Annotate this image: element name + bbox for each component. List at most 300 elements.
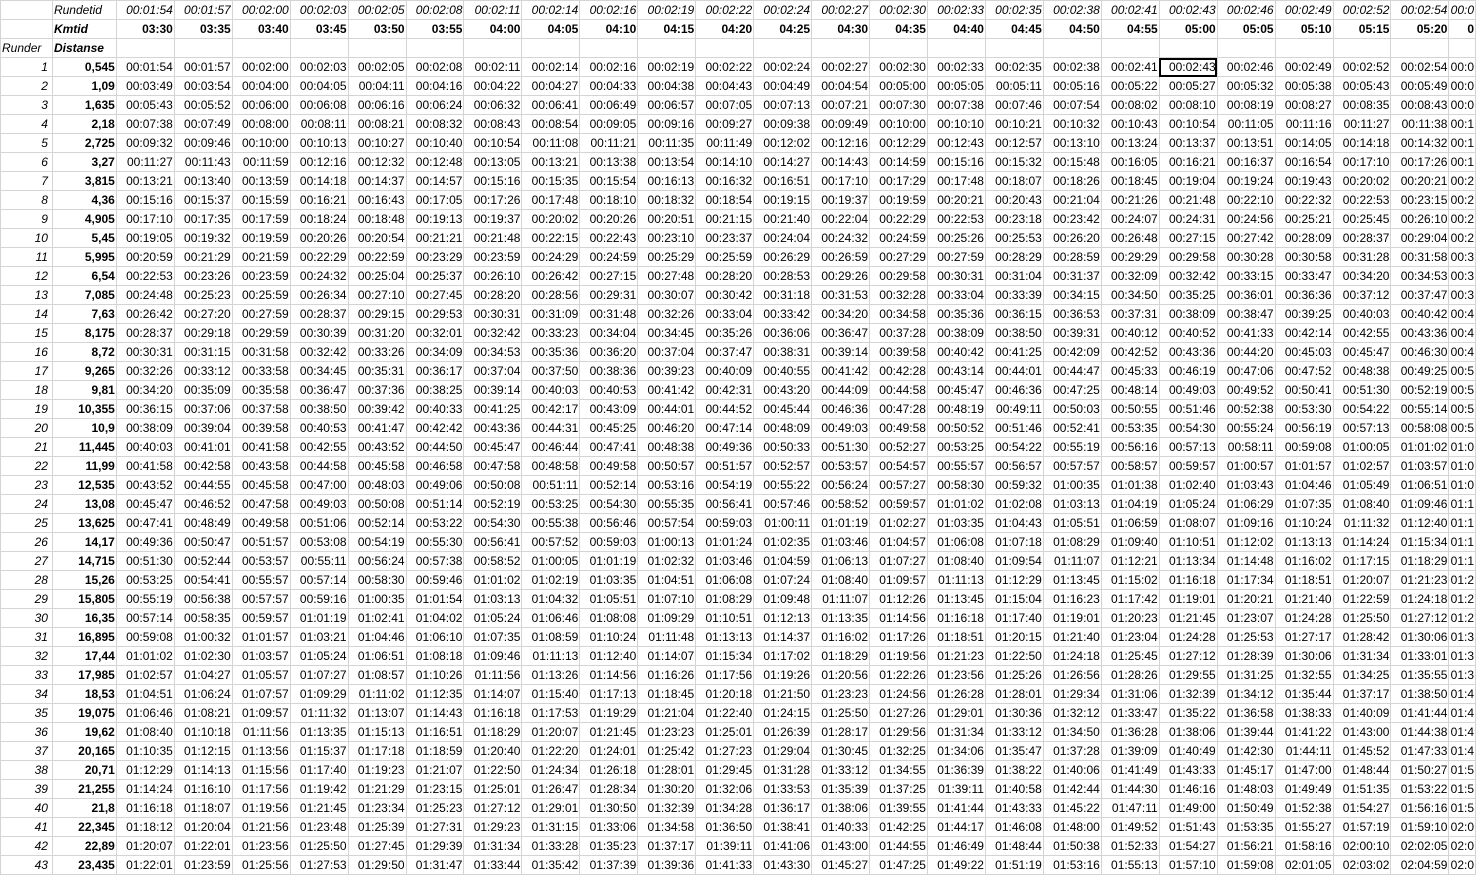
round-number-cell[interactable]: 26	[1, 533, 53, 552]
time-cell[interactable]: 01:12:21	[1101, 552, 1159, 571]
time-cell[interactable]: 01:16:26	[638, 666, 696, 685]
time-cell[interactable]: 00:21:48	[464, 229, 522, 248]
time-cell[interactable]: 01:20:56	[812, 666, 870, 685]
time-cell[interactable]: 00:11:08	[522, 134, 580, 153]
time-cell[interactable]: 00:57:38	[406, 552, 464, 571]
time-cell[interactable]: 00:45:47	[927, 381, 985, 400]
time-cell[interactable]: 00:45:58	[348, 457, 406, 476]
time-cell[interactable]: 00:05:38	[1275, 77, 1333, 96]
time-cell[interactable]: 01:00:11	[754, 514, 812, 533]
time-cell[interactable]: 00:12:16	[290, 153, 348, 172]
time-cell[interactable]: 01:12:40	[1391, 514, 1449, 533]
time-cell[interactable]: 00:58:08	[1391, 419, 1449, 438]
time-cell[interactable]: 01:11:02	[348, 685, 406, 704]
time-cell[interactable]: 01:27:23	[696, 742, 754, 761]
time-cell[interactable]: 01:37:39	[580, 856, 638, 875]
time-cell[interactable]: 01:52:33	[1101, 837, 1159, 856]
time-cell[interactable]: 01:25:45	[1101, 647, 1159, 666]
distance-cell[interactable]: 0,545	[52, 58, 116, 77]
time-cell[interactable]: 01:00:32	[174, 628, 232, 647]
time-cell[interactable]: 00:40:03	[116, 438, 174, 457]
time-cell[interactable]: 01:21:40	[1043, 628, 1101, 647]
time-cell[interactable]: 00:11:35	[638, 134, 696, 153]
time-cell[interactable]: 00:37:12	[1333, 286, 1391, 305]
round-number-cell[interactable]: 43	[1, 856, 53, 875]
time-cell[interactable]: 00:23:29	[406, 248, 464, 267]
time-cell[interactable]: 01:35:23	[580, 837, 638, 856]
time-cell[interactable]: 00:26:59	[812, 248, 870, 267]
time-cell[interactable]: 01:45:27	[812, 856, 870, 875]
time-cell[interactable]: 00:15:32	[985, 153, 1043, 172]
time-cell[interactable]: 00:49:25	[1391, 362, 1449, 381]
time-cell[interactable]: 00:57:46	[754, 495, 812, 514]
round-number-cell[interactable]: 8	[1, 191, 53, 210]
time-cell[interactable]: 01:21:04	[638, 704, 696, 723]
time-cell[interactable]: 01:47:33	[1391, 742, 1449, 761]
time-cell[interactable]: 00:01:54	[116, 58, 174, 77]
time-cell[interactable]: 00:1	[1449, 115, 1476, 134]
time-cell[interactable]: 01:48:44	[985, 837, 1043, 856]
time-cell[interactable]: 01:31:34	[464, 837, 522, 856]
time-cell[interactable]: 01:40:49	[1159, 742, 1217, 761]
time-cell[interactable]: 01:1	[1449, 514, 1476, 533]
time-cell[interactable]: 00:19:59	[232, 229, 290, 248]
time-cell[interactable]: 01:26:28	[927, 685, 985, 704]
time-cell[interactable]: 01:22:20	[522, 742, 580, 761]
time-cell[interactable]: 00:14:05	[1275, 134, 1333, 153]
time-cell[interactable]: 00:09:49	[812, 115, 870, 134]
time-cell[interactable]: 01:16:02	[1275, 552, 1333, 571]
time-cell[interactable]: 00:13:38	[580, 153, 638, 172]
time-cell[interactable]: 01:28:01	[985, 685, 1043, 704]
time-cell[interactable]: 01:43:00	[1333, 723, 1391, 742]
time-cell[interactable]: 00:27:20	[174, 305, 232, 324]
time-cell[interactable]: 01:44:17	[927, 818, 985, 837]
time-cell[interactable]: 00:51:06	[290, 514, 348, 533]
time-cell[interactable]: 00:11:05	[1217, 115, 1275, 134]
time-cell[interactable]: 00:06:24	[406, 96, 464, 115]
time-cell[interactable]: 00:16:21	[1159, 153, 1217, 172]
time-cell[interactable]: 01:09:29	[638, 609, 696, 628]
round-number-cell[interactable]: 21	[1, 438, 53, 457]
time-cell[interactable]: 00:18:48	[348, 210, 406, 229]
time-cell[interactable]: 01:0	[1449, 476, 1476, 495]
time-cell[interactable]: 01:47:00	[1275, 761, 1333, 780]
time-cell[interactable]: 01:50:38	[1043, 837, 1101, 856]
time-cell[interactable]: 00:13:21	[522, 153, 580, 172]
time-cell[interactable]: 00:17:48	[522, 191, 580, 210]
time-cell[interactable]: 01:33:53	[754, 780, 812, 799]
time-cell[interactable]: 01:16:18	[464, 704, 522, 723]
time-cell[interactable]: 00:4	[1449, 305, 1476, 324]
time-cell[interactable]: 00:46:36	[812, 400, 870, 419]
time-cell[interactable]: 00:36:15	[985, 305, 1043, 324]
distance-cell[interactable]: 20,71	[52, 761, 116, 780]
time-cell[interactable]: 00:47:58	[464, 457, 522, 476]
time-cell[interactable]: 01:41:44	[927, 799, 985, 818]
time-cell[interactable]: 00:36:47	[290, 381, 348, 400]
time-cell[interactable]: 00:43:52	[348, 438, 406, 457]
time-cell[interactable]: 01:00:05	[522, 552, 580, 571]
time-cell[interactable]: 01:10:51	[696, 609, 754, 628]
time-cell[interactable]: 01:08:18	[406, 647, 464, 666]
time-cell[interactable]: 01:21:45	[290, 799, 348, 818]
distance-cell[interactable]: 15,805	[52, 590, 116, 609]
time-cell[interactable]: 00:10:27	[348, 134, 406, 153]
time-cell[interactable]: 01:41:06	[754, 837, 812, 856]
time-cell[interactable]: 00:06:49	[580, 96, 638, 115]
time-cell[interactable]: 00:18:45	[1101, 172, 1159, 191]
empty-cell[interactable]	[522, 39, 580, 58]
time-cell[interactable]: 01:20:15	[985, 628, 1043, 647]
kmtid-header-cell[interactable]: 04:40	[927, 20, 985, 39]
time-cell[interactable]: 01:28:34	[580, 780, 638, 799]
time-cell[interactable]: 00:08:10	[1159, 96, 1217, 115]
time-cell[interactable]: 00:56:41	[464, 533, 522, 552]
time-cell[interactable]: 00:47:00	[290, 476, 348, 495]
time-cell[interactable]: 00:46:58	[406, 457, 464, 476]
round-number-cell[interactable]: 32	[1, 647, 53, 666]
time-cell[interactable]: 01:24:18	[1391, 590, 1449, 609]
time-cell[interactable]: 00:0	[1449, 58, 1476, 77]
time-cell[interactable]: 01:06:24	[174, 685, 232, 704]
time-cell[interactable]: 00:19:15	[754, 191, 812, 210]
distance-cell[interactable]: 3,815	[52, 172, 116, 191]
time-cell[interactable]: 00:30:58	[1275, 248, 1333, 267]
time-cell[interactable]: 01:32:06	[696, 780, 754, 799]
time-cell[interactable]: 00:13:37	[1159, 134, 1217, 153]
time-cell[interactable]: 00:17:10	[1333, 153, 1391, 172]
time-cell[interactable]: 00:57:14	[290, 571, 348, 590]
time-cell[interactable]: 01:20:07	[1333, 571, 1391, 590]
time-cell[interactable]: 00:29:58	[870, 267, 928, 286]
time-cell[interactable]: 00:30:07	[638, 286, 696, 305]
time-cell[interactable]: 01:01:57	[1275, 457, 1333, 476]
round-number-cell[interactable]: 20	[1, 419, 53, 438]
time-cell[interactable]: 00:43:09	[580, 400, 638, 419]
time-cell[interactable]: 01:01:02	[927, 495, 985, 514]
time-cell[interactable]: 01:40:58	[985, 780, 1043, 799]
time-cell[interactable]: 01:12:13	[754, 609, 812, 628]
time-cell[interactable]: 00:24:56	[1217, 210, 1275, 229]
time-cell[interactable]: 00:34:20	[1333, 267, 1391, 286]
time-cell[interactable]: 01:31:06	[1101, 685, 1159, 704]
distance-cell[interactable]: 1,09	[52, 77, 116, 96]
time-cell[interactable]: 00:39:31	[1043, 324, 1101, 343]
time-cell[interactable]: 00:46:20	[638, 419, 696, 438]
time-cell[interactable]: 01:43:33	[985, 799, 1043, 818]
time-cell[interactable]: 01:08:40	[927, 552, 985, 571]
time-cell[interactable]: 00:18:54	[696, 191, 754, 210]
time-cell[interactable]: 00:40:52	[1159, 324, 1217, 343]
time-cell[interactable]: 00:49:36	[696, 438, 754, 457]
time-cell[interactable]: 01:43:00	[812, 837, 870, 856]
time-cell[interactable]: 00:35:25	[1159, 286, 1217, 305]
time-cell[interactable]: 00:31:58	[1391, 248, 1449, 267]
time-cell[interactable]: 01:39:09	[1101, 742, 1159, 761]
time-cell[interactable]: 00:23:26	[174, 267, 232, 286]
time-cell[interactable]: 00:38:09	[927, 324, 985, 343]
rundetid-header-cell[interactable]: 00:02:03	[290, 1, 348, 20]
time-cell[interactable]: 01:25:50	[812, 704, 870, 723]
kmtid-header-cell[interactable]: 04:15	[638, 20, 696, 39]
time-cell[interactable]: 00:25:23	[174, 286, 232, 305]
time-cell[interactable]: 01:36:17	[754, 799, 812, 818]
time-cell[interactable]: 01:01:24	[696, 533, 754, 552]
time-cell[interactable]: 00:51:57	[232, 533, 290, 552]
time-cell[interactable]: 01:40:33	[812, 818, 870, 837]
time-cell[interactable]: 01:2	[1449, 571, 1476, 590]
time-cell[interactable]: 00:37:50	[522, 362, 580, 381]
round-number-cell[interactable]: 6	[1, 153, 53, 172]
time-cell[interactable]: 00:28:56	[522, 286, 580, 305]
time-cell[interactable]: 01:30:50	[580, 799, 638, 818]
time-cell[interactable]: 01:49:00	[1159, 799, 1217, 818]
time-cell[interactable]: 00:54:30	[580, 495, 638, 514]
time-cell[interactable]: 00:29:26	[812, 267, 870, 286]
time-cell[interactable]: 01:48:00	[1043, 818, 1101, 837]
time-cell[interactable]: 01:54:27	[1333, 799, 1391, 818]
time-cell[interactable]: 00:22:53	[1333, 191, 1391, 210]
time-cell[interactable]: 00:08:11	[290, 115, 348, 134]
time-cell[interactable]: 00:57:57	[232, 590, 290, 609]
time-cell[interactable]: 00:54:22	[985, 438, 1043, 457]
time-cell[interactable]: 01:49:52	[1101, 818, 1159, 837]
time-cell[interactable]: 01:25:39	[348, 818, 406, 837]
time-cell[interactable]: 01:21:45	[1159, 609, 1217, 628]
time-cell[interactable]: 00:14:37	[348, 172, 406, 191]
time-cell[interactable]: 01:48:03	[1217, 780, 1275, 799]
time-cell[interactable]: 00:25:59	[696, 248, 754, 267]
time-cell[interactable]: 00:26:20	[1043, 229, 1101, 248]
time-cell[interactable]: 00:04:43	[696, 77, 754, 96]
time-cell[interactable]: 00:53:57	[232, 552, 290, 571]
time-cell[interactable]: 01:49:22	[927, 856, 985, 875]
kmtid-header-cell[interactable]: 03:55	[406, 20, 464, 39]
time-cell[interactable]: 01:03:46	[696, 552, 754, 571]
time-cell[interactable]: 00:39:58	[870, 343, 928, 362]
time-cell[interactable]: 01:29:50	[348, 856, 406, 875]
round-number-cell[interactable]: 2	[1, 77, 53, 96]
empty-cell[interactable]	[116, 39, 174, 58]
time-cell[interactable]: 00:43:14	[927, 362, 985, 381]
time-cell[interactable]: 00:34:15	[1043, 286, 1101, 305]
time-cell[interactable]: 01:04:27	[174, 666, 232, 685]
time-cell[interactable]: 00:27:45	[406, 286, 464, 305]
time-cell[interactable]: 00:24:32	[290, 267, 348, 286]
kmtid-header-cell[interactable]: 05:05	[1217, 20, 1275, 39]
time-cell[interactable]: 00:23:42	[1043, 210, 1101, 229]
time-cell[interactable]: 00:17:05	[406, 191, 464, 210]
time-cell[interactable]: 01:05:24	[1159, 495, 1217, 514]
time-cell[interactable]: 00:21:15	[696, 210, 754, 229]
time-cell[interactable]: 01:16:18	[116, 799, 174, 818]
time-cell[interactable]: 00:57:13	[1159, 438, 1217, 457]
time-cell[interactable]: 00:07:54	[1043, 96, 1101, 115]
round-number-cell[interactable]: 39	[1, 780, 53, 799]
time-cell[interactable]: 00:04:33	[580, 77, 638, 96]
time-cell[interactable]: 00:41:42	[638, 381, 696, 400]
time-cell[interactable]: 00:54:30	[1159, 419, 1217, 438]
time-cell[interactable]: 01:24:15	[754, 704, 812, 723]
time-cell[interactable]: 00:5	[1449, 381, 1476, 400]
distance-cell[interactable]: 5,45	[52, 229, 116, 248]
time-cell[interactable]: 00:40:55	[754, 362, 812, 381]
time-cell[interactable]: 01:25:53	[1217, 628, 1275, 647]
time-cell[interactable]: 01:56:16	[1391, 799, 1449, 818]
time-cell[interactable]: 00:24:32	[812, 229, 870, 248]
time-cell[interactable]: 00:22:15	[522, 229, 580, 248]
time-cell[interactable]: 01:21:40	[1275, 590, 1333, 609]
empty-cell[interactable]	[464, 39, 522, 58]
time-cell[interactable]: 00:08:54	[522, 115, 580, 134]
time-cell[interactable]: 00:47:52	[1275, 362, 1333, 381]
time-cell[interactable]: 01:18:51	[1275, 571, 1333, 590]
empty-cell[interactable]	[406, 39, 464, 58]
time-cell[interactable]: 00:03:54	[174, 77, 232, 96]
time-cell[interactable]: 01:3	[1449, 628, 1476, 647]
time-cell[interactable]: 01:4	[1449, 723, 1476, 742]
time-cell[interactable]: 00:02:22	[696, 58, 754, 77]
time-cell[interactable]: 01:39:44	[1217, 723, 1275, 742]
time-cell[interactable]: 00:06:08	[290, 96, 348, 115]
time-cell[interactable]: 01:24:28	[1159, 628, 1217, 647]
time-cell[interactable]: 00:49:11	[985, 400, 1043, 419]
time-cell[interactable]: 00:47:41	[116, 514, 174, 533]
round-number-cell[interactable]: 38	[1, 761, 53, 780]
empty-cell[interactable]	[232, 39, 290, 58]
time-cell[interactable]: 00:23:37	[696, 229, 754, 248]
time-cell[interactable]: 00:11:38	[1391, 115, 1449, 134]
empty-cell[interactable]	[638, 39, 696, 58]
time-cell[interactable]: 00:45:47	[464, 438, 522, 457]
time-cell[interactable]: 01:13:26	[522, 666, 580, 685]
time-cell[interactable]: 00:55:30	[406, 533, 464, 552]
time-cell[interactable]: 01:05:57	[232, 666, 290, 685]
time-cell[interactable]: 01:19:42	[290, 780, 348, 799]
time-cell[interactable]: 00:13:10	[1043, 134, 1101, 153]
time-cell[interactable]: 00:13:05	[464, 153, 522, 172]
time-cell[interactable]: 01:18:29	[464, 723, 522, 742]
time-cell[interactable]: 00:05:27	[1159, 77, 1217, 96]
time-cell[interactable]: 00:42:17	[522, 400, 580, 419]
time-cell[interactable]: 01:03:13	[464, 590, 522, 609]
blank-cell[interactable]	[1, 1, 53, 20]
time-cell[interactable]: 00:41:25	[464, 400, 522, 419]
time-cell[interactable]: 01:07:35	[464, 628, 522, 647]
time-cell[interactable]: 01:39:11	[927, 780, 985, 799]
time-cell[interactable]: 00:44:58	[290, 457, 348, 476]
time-cell[interactable]: 00:30:42	[696, 286, 754, 305]
time-cell[interactable]: 00:43:20	[754, 381, 812, 400]
time-cell[interactable]: 00:59:08	[116, 628, 174, 647]
time-cell[interactable]: 00:16:32	[696, 172, 754, 191]
time-cell[interactable]: 01:39:11	[696, 837, 754, 856]
time-cell[interactable]: 01:17:56	[696, 666, 754, 685]
time-cell[interactable]: 00:28:20	[696, 267, 754, 286]
time-cell[interactable]: 00:06:16	[348, 96, 406, 115]
distance-cell[interactable]: 10,9	[52, 419, 116, 438]
time-cell[interactable]: 01:42:30	[1217, 742, 1275, 761]
distance-cell[interactable]: 17,985	[52, 666, 116, 685]
time-cell[interactable]: 01:23:23	[812, 685, 870, 704]
time-cell[interactable]: 01:18:29	[1391, 552, 1449, 571]
time-cell[interactable]: 00:39:42	[348, 400, 406, 419]
round-number-cell[interactable]: 22	[1, 457, 53, 476]
kmtid-header-cell[interactable]: 04:10	[580, 20, 638, 39]
kmtid-header-cell[interactable]: 04:05	[522, 20, 580, 39]
time-cell[interactable]: 01:15:34	[1391, 533, 1449, 552]
time-cell[interactable]: 00:10:00	[232, 134, 290, 153]
time-cell[interactable]: 01:41:33	[696, 856, 754, 875]
time-cell[interactable]: 00:2	[1449, 229, 1476, 248]
time-cell[interactable]: 00:35:09	[174, 381, 232, 400]
distance-cell[interactable]: 8,72	[52, 343, 116, 362]
time-cell[interactable]: 00:18:10	[580, 191, 638, 210]
time-cell[interactable]: 00:02:14	[522, 58, 580, 77]
time-cell[interactable]: 00:19:13	[406, 210, 464, 229]
time-cell[interactable]: 00:55:24	[1217, 419, 1275, 438]
time-cell[interactable]: 00:37:47	[1391, 286, 1449, 305]
time-cell[interactable]: 01:11:32	[290, 704, 348, 723]
time-cell[interactable]: 01:13:56	[232, 742, 290, 761]
time-cell[interactable]: 00:02:46	[1217, 58, 1275, 77]
time-cell[interactable]: 01:32:39	[1159, 685, 1217, 704]
time-cell[interactable]: 01:29:01	[927, 704, 985, 723]
distance-cell[interactable]: 22,345	[52, 818, 116, 837]
time-cell[interactable]: 01:44:38	[1391, 723, 1449, 742]
time-cell[interactable]: 01:02:27	[870, 514, 928, 533]
distance-cell[interactable]: 23,435	[52, 856, 116, 875]
kmtid-header-cell[interactable]: 05:20	[1391, 20, 1449, 39]
round-number-cell[interactable]: 9	[1, 210, 53, 229]
time-cell[interactable]: 01:23:23	[638, 723, 696, 742]
time-cell[interactable]: 01:00:13	[638, 533, 696, 552]
time-cell[interactable]: 00:20:21	[1391, 172, 1449, 191]
time-cell[interactable]: 00:52:19	[1391, 381, 1449, 400]
time-cell[interactable]: 01:28:17	[812, 723, 870, 742]
time-cell[interactable]: 00:06:57	[638, 96, 696, 115]
time-cell[interactable]: 01:11:32	[1333, 514, 1391, 533]
time-cell[interactable]: 01:40:09	[1333, 704, 1391, 723]
empty-cell[interactable]	[1391, 39, 1449, 58]
time-cell[interactable]: 00:09:38	[754, 115, 812, 134]
time-cell[interactable]: 00:08:35	[1333, 96, 1391, 115]
time-cell[interactable]: 00:57:27	[870, 476, 928, 495]
time-cell[interactable]: 01:04:51	[638, 571, 696, 590]
time-cell[interactable]: 00:02:38	[1043, 58, 1101, 77]
time-cell[interactable]: 01:34:50	[1043, 723, 1101, 742]
round-number-cell[interactable]: 7	[1, 172, 53, 191]
time-cell[interactable]: 01:14:24	[116, 780, 174, 799]
time-cell[interactable]: 00:02:11	[464, 58, 522, 77]
empty-cell[interactable]	[1217, 39, 1275, 58]
time-cell[interactable]: 01:26:47	[522, 780, 580, 799]
time-cell[interactable]: 00:06:32	[464, 96, 522, 115]
empty-cell[interactable]	[870, 39, 928, 58]
time-cell[interactable]: 00:08:43	[464, 115, 522, 134]
time-cell[interactable]: 01:42:25	[870, 818, 928, 837]
time-cell[interactable]: 01:5	[1449, 799, 1476, 818]
time-cell[interactable]: 00:14:57	[406, 172, 464, 191]
distance-cell[interactable]: 1,635	[52, 96, 116, 115]
empty-cell[interactable]	[696, 39, 754, 58]
time-cell[interactable]: 00:02:33	[927, 58, 985, 77]
time-cell[interactable]: 00:28:53	[754, 267, 812, 286]
time-cell[interactable]: 00:2	[1449, 172, 1476, 191]
time-cell[interactable]: 00:03:49	[116, 77, 174, 96]
time-cell[interactable]: 01:53:35	[1217, 818, 1275, 837]
